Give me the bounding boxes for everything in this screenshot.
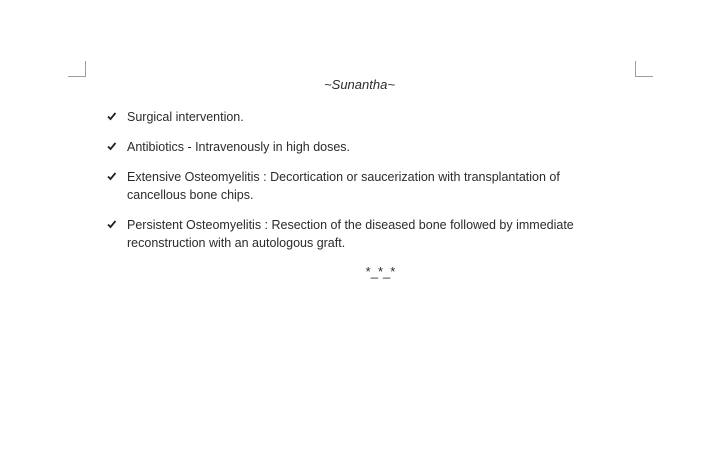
page-corner-mark-top-left <box>68 61 86 77</box>
page-corner-mark-top-right <box>635 61 653 77</box>
checkmark-icon <box>106 109 118 123</box>
checkmark-icon <box>106 139 118 153</box>
list-item <box>106 216 606 252</box>
page-header <box>0 77 719 93</box>
list-item <box>106 138 606 156</box>
checkmark-icon <box>106 169 118 183</box>
end-mark-text: *_*_* <box>365 264 396 279</box>
list-item-text: Surgical intervention. <box>127 110 244 124</box>
header-text: ~Sunantha~ <box>324 77 395 92</box>
checkmark-icon <box>106 217 118 231</box>
list-item <box>106 168 606 204</box>
list-item-text: Persistent Osteomyelitis : Resection of the diseased bone followed by immediate reconstruction with an autologous graft. <box>127 218 574 250</box>
end-mark <box>0 264 719 280</box>
list-item-text: Antibiotics - Intravenously in high doses. <box>127 140 351 154</box>
list-item-text: Extensive Osteomyelitis : Decortication or saucerization with transplantation of cancellous bone chips. <box>127 170 560 202</box>
list-item <box>106 108 606 126</box>
treatment-list <box>106 108 606 264</box>
